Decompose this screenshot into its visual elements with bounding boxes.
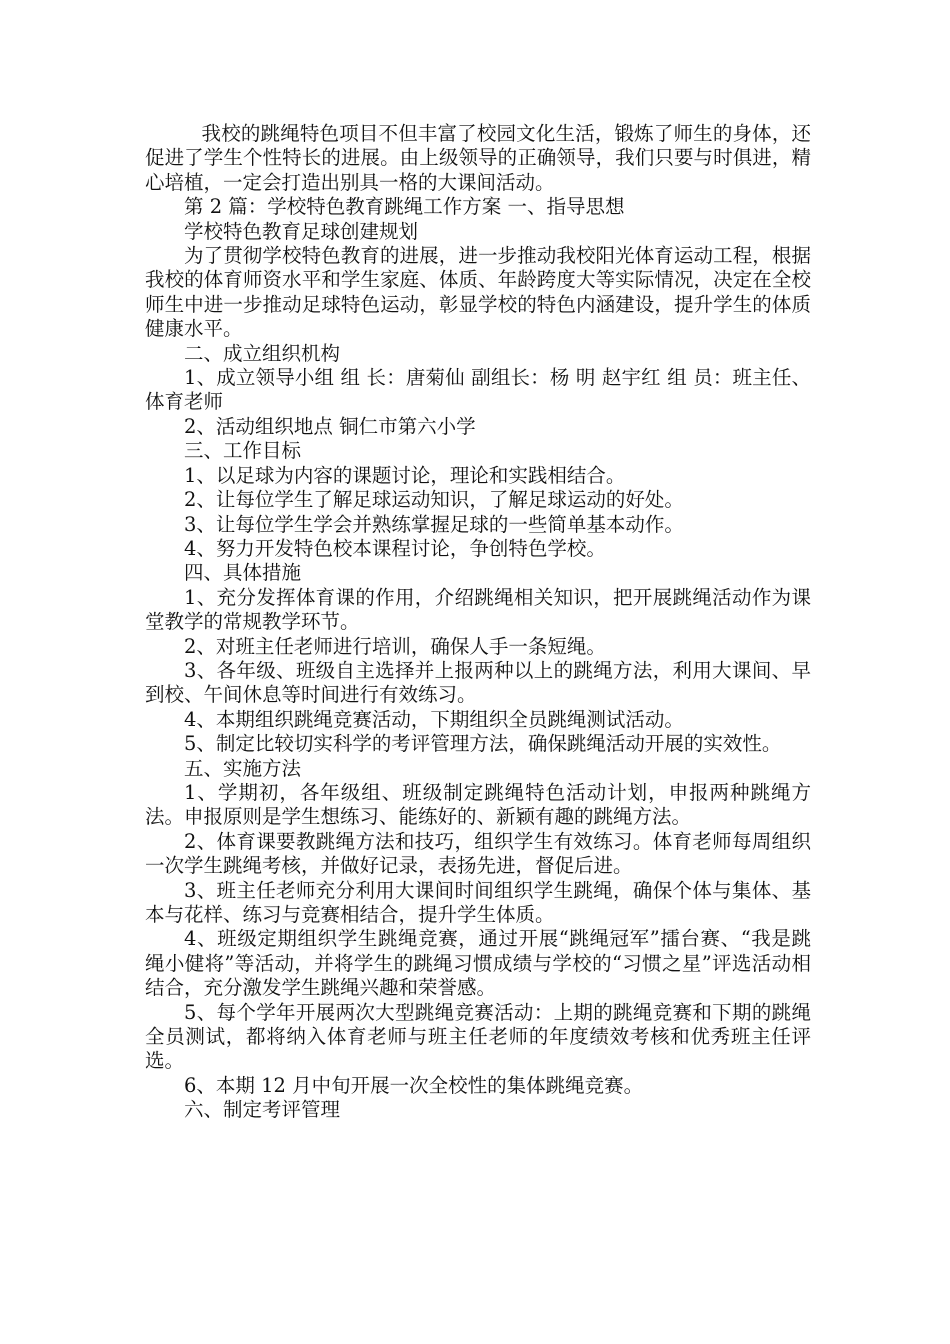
section-heading-measures: 四、具体措施 bbox=[184, 561, 302, 585]
list-item: 3、让每位学生学会并熟练掌握足球的一些简单基本动作。 bbox=[184, 512, 684, 536]
section-heading-evaluation: 六、制定考评管理 bbox=[184, 1098, 341, 1122]
list-item: 1、学期初，各年级组、班级制定跳绳特色活动计划，申报两种跳绳方法。申报原则是学生想练习、能练好的、新颖有趣的跳绳方法。 bbox=[145, 780, 811, 829]
paragraph-plan-title: 学校特色教育足球创建规划 bbox=[184, 219, 419, 243]
section-heading-methods: 五、实施方法 bbox=[184, 756, 302, 780]
list-item: 1、成立领导小组 组 长：唐菊仙 副组长：杨 明 赵宇红 组 员：班主任、体育老师 bbox=[145, 366, 811, 414]
paragraph-purpose: 为了贯彻学校特色教育的进展，进一步推动我校阳光体育运动工程，根据我校的体育师资水平和学生家庭、体质、年龄跨度大等实际情况，决定在全校师生中进一步推动足球特色运动，彰显学校的特色内涵建设，提升学生的体质健康水平。 bbox=[145, 244, 811, 341]
list-item: 2、对班主任老师进行培训，确保人手一条短绳。 bbox=[184, 634, 606, 658]
list-item: 6、本期 12 月中旬开展一次全校性的集体跳绳竞赛。 bbox=[184, 1073, 644, 1097]
list-item: 5、制定比较切实科学的考评管理方法，确保跳绳活动开展的实效性。 bbox=[184, 732, 782, 756]
section-heading-organization: 二、成立组织机构 bbox=[184, 341, 341, 365]
list-item: 4、努力开发特色校本课程讨论，争创特色学校。 bbox=[184, 536, 606, 560]
list-item: 4、班级定期组织学生跳绳竞赛，通过开展“跳绳冠军”擂台赛、“我是跳绳小健将”等活动，并将学生的跳绳习惯成绩与学校的“习惯之星”评选活动相结合，充分激发学生跳绳兴趣和荣誉感。 bbox=[145, 927, 811, 1000]
document-body bbox=[145, 122, 811, 1123]
list-item: 2、活动组织地点 铜仁市第六小学 bbox=[184, 414, 476, 438]
list-item: 2、体育课要教跳绳方法和技巧，组织学生有效练习。体育老师每周组织一次学生跳绳考核，并做好记录，表扬先进，督促后进。 bbox=[145, 829, 811, 878]
list-item: 1、以足球为内容的课题讨论，理论和实践相结合。 bbox=[184, 463, 626, 487]
list-item: 1、充分发挥体育课的作用，介绍跳绳相关知识，把开展跳绳活动作为课堂教学的常规教学环节。 bbox=[145, 585, 811, 634]
paragraph-intro: 我校的跳绳特色项目不但丰富了校园文化生活，锻炼了师生的身体，还促进了学生个性特长的进展。由上级领导的正确领导，我们只要与时俱进，精心培植，一定会打造出别具一格的大课间活动。 bbox=[145, 122, 811, 194]
list-item: 5、每个学年开展两次大型跳绳竞赛活动：上期的跳绳竞赛和下期的跳绳全员测试，都将纳入体育老师与班主任老师的年度绩效考核和优秀班主任评选。 bbox=[145, 1000, 811, 1073]
list-item: 3、班主任老师充分利用大课间时间组织学生跳绳，确保个体与集体、基本与花样、练习与竞赛相结合，提升学生体质。 bbox=[145, 878, 811, 926]
list-item: 2、让每位学生了解足球运动知识，了解足球运动的好处。 bbox=[184, 488, 684, 512]
list-item: 4、本期组织跳绳竞赛活动，下期组织全员跳绳测试活动。 bbox=[184, 707, 684, 731]
list-item: 3、各年级、班级自主选择并上报两种以上的跳绳方法，利用大课间、早到校、午间休息等时间进行有效练习。 bbox=[145, 658, 811, 707]
section-heading-goals: 三、工作目标 bbox=[184, 439, 302, 463]
paragraph-article-title: 第 2 篇：学校特色教育跳绳工作方案 一、指导思想 bbox=[184, 195, 625, 219]
